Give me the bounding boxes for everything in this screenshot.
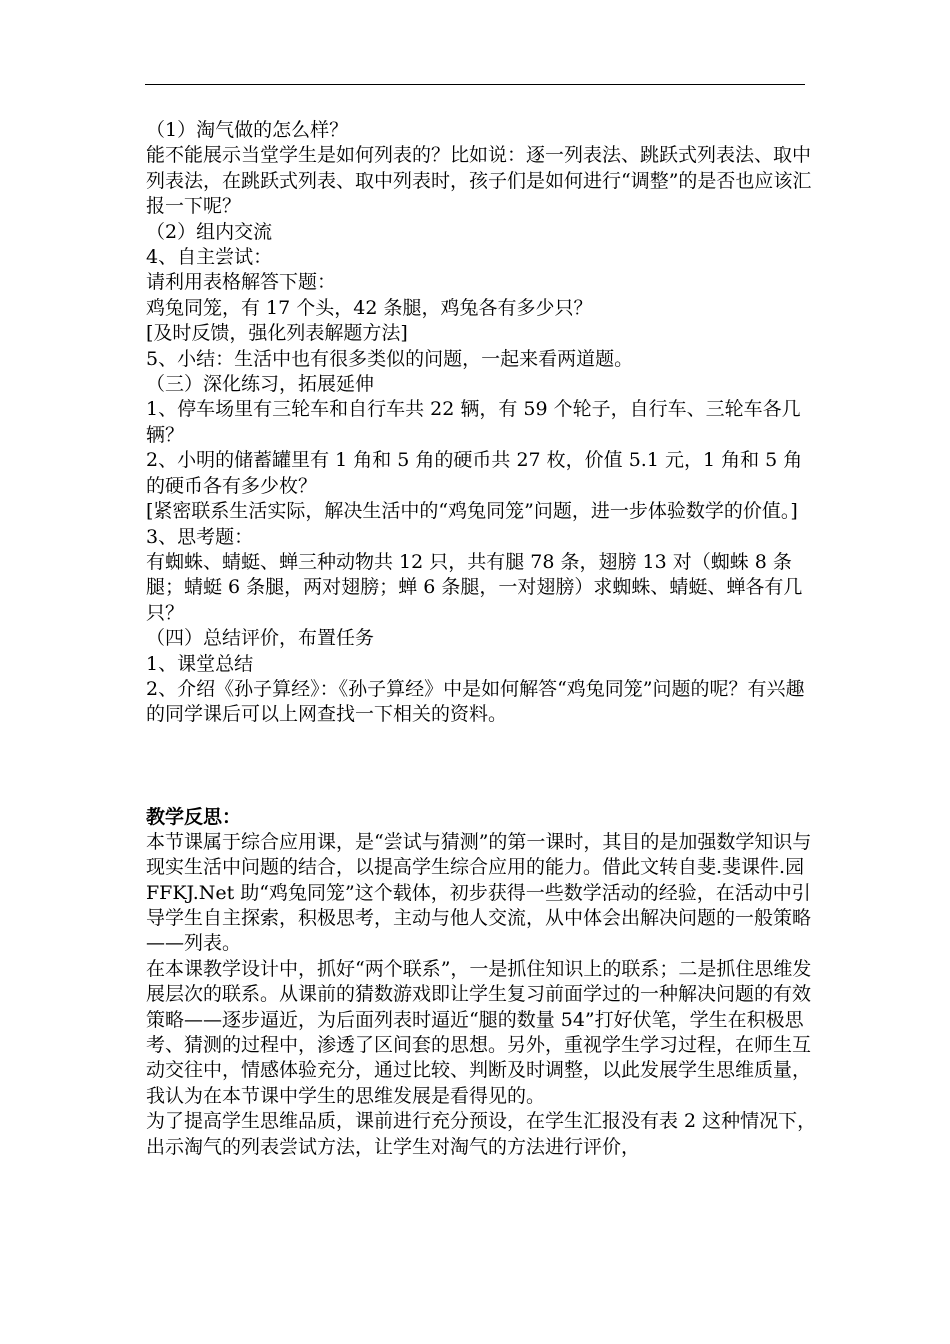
reflection-heading: 教学反思：: [146, 805, 242, 828]
paragraph: 2、小明的储蓄罐里有 1 角和 5 角的硬币共 27 枚，价值 5.1 元，1 角和 5 角的硬币各有多少枚？: [146, 449, 803, 497]
paragraph: 4、自主尝试：: [146, 246, 273, 269]
paragraph: 鸡兔同笼，有 17 个头，42 条腿，鸡兔各有多少只？: [146, 296, 593, 319]
paragraph: 请利用表格解答下题：: [146, 271, 337, 294]
paragraph: 有蜘蛛、蜻蜓、蝉三种动物共 12 只，共有腿 78 条，翅膀 13 对（蜘蛛 8 条腿；蜻蜓 6 条腿，两对翅膀；蝉 6 条腿，一对翅膀）求蜘蛛、蜻蜓、蝉各有几只？: [146, 550, 803, 624]
paragraph: 能不能展示当堂学生是如何列表的？比如说：逐一列表法、跳跃式列表法、取中列表法，在跳跃式列表、取中列表时，孩子们是如何进行“调整”的是否也应该汇报一下呢？: [146, 144, 812, 218]
paragraph: （三）深化练习，拓展延伸: [146, 373, 375, 396]
paragraph: 3、思考题：: [146, 525, 254, 548]
paragraph: 2、介绍《孙子算经》：《孙子算经》中是如何解答“鸡兔同笼”问题的呢？有兴趣的同学课后可以上网查找一下相关的资料。: [146, 677, 805, 726]
reflection-paragraph: 本节课属于综合应用课，是“尝试与猜测”的第一课时，其目的是加强数学知识与现实生活中问题的结合，以提高学生综合应用的能力。借此文转自斐.斐课件.园 FFKJ.Net 助“鸡兔同笼”这个载体，初步获得一些数学活动的经验，在活动中引导学生自主探索，积极思考，主动与他人交流，从中体会出解决问题的一般策略——列表。: [146, 830, 824, 955]
reflection-paragraph: 在本课教学设计中，抓好“两个联系”，一是抓住知识上的联系；二是抓住思维发展层次的联系。从课前的猜数游戏即让学生复习前面学过的一种解决问题的有效策略——逐步逼近，为后面列表时逼近“腿的数量 54”打好伏笔，学生在积极思考、猜测的过程中，渗透了区间套的思想。另外，重视学生学习过程，在师生互动交往中，情感体验充分，通过比较、判断及时调整，以此发展学生思维质量，我认为在本节课中学生的思维发展是看得见的。: [146, 957, 812, 1107]
paragraph: （四）总结评价，布置任务: [146, 627, 375, 650]
paragraph: 5、小结：生活中也有很多类似的问题，一起来看两道题。: [146, 347, 634, 370]
reflection-paragraph: 为了提高学生思维品质，课前进行充分预设，在学生汇报没有表 2 这种情况下，出示淘气的列表尝试方法，让学生对淘气的方法进行评价，: [146, 1110, 817, 1158]
spacer: [146, 728, 818, 804]
document-body: [146, 118, 824, 1160]
paragraph: [及时反馈，强化列表解题方法]: [146, 322, 408, 345]
paragraph: [紧密联系生活实际，解决生活中的“鸡兔同笼”问题，进一步体验数学的价值。]: [146, 500, 798, 523]
paragraph: （1）淘气做的怎么样？: [146, 119, 349, 141]
header-rule: [145, 84, 805, 85]
paragraph: （2）组内交流: [146, 220, 273, 243]
paragraph: 1、课堂总结: [146, 652, 254, 675]
paragraph: 1、停车场里有三轮车和自行车共 22 辆，有 59 个轮子，自行车、三轮车各几辆？: [146, 398, 801, 446]
